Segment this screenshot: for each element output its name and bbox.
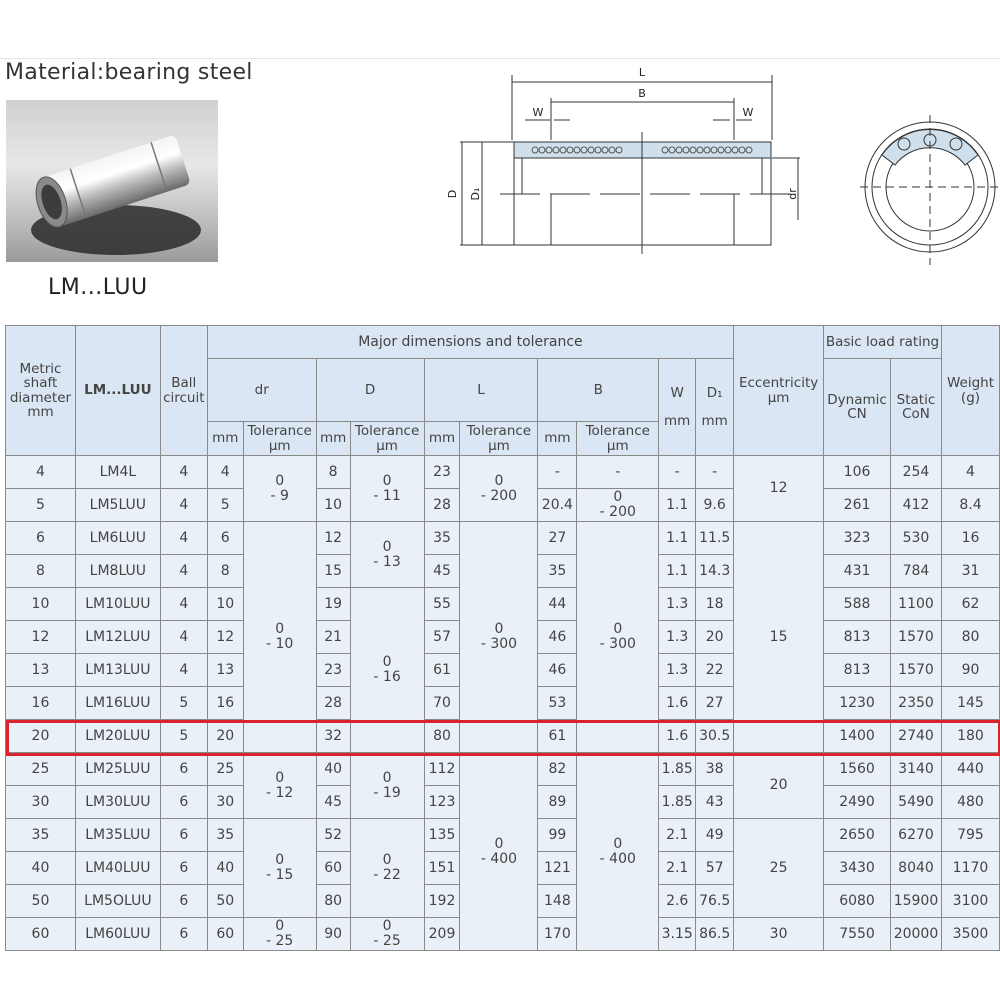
cell-L-tolerance: 0 - 400 [460, 753, 538, 951]
cell-weight: 90 [941, 654, 999, 687]
cell-B-tolerance: 0 - 400 [577, 753, 659, 951]
cell-W: 2.6 [659, 885, 696, 918]
cell-W: 1.1 [659, 522, 696, 555]
cell-weight: 180 [941, 720, 999, 753]
cell-dr: 13 [207, 654, 243, 687]
cell-W: 1.6 [659, 720, 696, 753]
cell-L-tolerance: 0 - 200 [460, 456, 538, 522]
cell-L: 35 [424, 522, 460, 555]
cell-model: LM12LUU [75, 621, 160, 654]
cell-W: 1.6 [659, 687, 696, 720]
cell-L-tolerance: 0 - 300 [460, 522, 538, 753]
header-dynamic: Dynamic CN [824, 359, 891, 456]
cell-ball-circuit: 6 [160, 786, 207, 819]
header-W: W mm [659, 359, 696, 456]
cell-dynamic-load: 431 [824, 555, 891, 588]
header-dr-mm: mm [207, 422, 243, 456]
header-model: LM...LUU [75, 326, 160, 456]
cell-L: 45 [424, 555, 460, 588]
cell-eccentricity: 12 [734, 456, 824, 522]
cell-ball-circuit: 4 [160, 489, 207, 522]
header-B: B [538, 359, 659, 422]
cell-ball-circuit: 6 [160, 852, 207, 885]
cell-static-load: 1570 [891, 654, 942, 687]
cell-B: 53 [538, 687, 577, 720]
cell-static-load: 2740 [891, 720, 942, 753]
cell-B: 89 [538, 786, 577, 819]
cell-static-load: 5490 [891, 786, 942, 819]
cell-model: LM40LUU [75, 852, 160, 885]
cell-static-load: 8040 [891, 852, 942, 885]
dimension-table [5, 325, 1000, 951]
cell-static-load: 15900 [891, 885, 942, 918]
dim-W-right-label: W [742, 106, 754, 119]
cell-L: 80 [424, 720, 460, 753]
cell-dr: 35 [207, 819, 243, 852]
header-L: L [424, 359, 538, 422]
cell-D1: - [696, 456, 734, 489]
cell-D: 12 [316, 522, 350, 555]
cell-dr-tolerance: 0 - 12 [243, 753, 316, 819]
cell-L: 135 [424, 819, 460, 852]
cell-model: LM20LUU [75, 720, 160, 753]
cell-shaft: 12 [6, 621, 76, 654]
cell-dynamic-load: 813 [824, 621, 891, 654]
cell-weight: 8.4 [941, 489, 999, 522]
cell-W: 1.1 [659, 489, 696, 522]
table-row [6, 456, 1000, 489]
cell-D1: 49 [696, 819, 734, 852]
cell-weight: 3500 [941, 918, 999, 951]
cell-D1: 43 [696, 786, 734, 819]
cell-dynamic-load: 261 [824, 489, 891, 522]
cell-weight: 440 [941, 753, 999, 786]
cell-weight: 145 [941, 687, 999, 720]
cell-L: 23 [424, 456, 460, 489]
cell-model: LM8LUU [75, 555, 160, 588]
cell-shaft: 4 [6, 456, 76, 489]
cell-static-load: 412 [891, 489, 942, 522]
cell-B: 61 [538, 720, 577, 753]
cell-eccentricity: 30 [734, 918, 824, 951]
cell-dynamic-load: 1560 [824, 753, 891, 786]
cell-dynamic-load: 323 [824, 522, 891, 555]
header-load-rating: Basic load rating [824, 326, 942, 359]
cell-L: 61 [424, 654, 460, 687]
header-dr-tolerance: Tolerance µm [243, 422, 316, 456]
cell-weight: 31 [941, 555, 999, 588]
cell-static-load: 254 [891, 456, 942, 489]
cell-model: LM10LUU [75, 588, 160, 621]
cell-W: 1.1 [659, 555, 696, 588]
header-eccentricity: Eccentricity µm [734, 326, 824, 456]
cell-D: 10 [316, 489, 350, 522]
cell-D: 52 [316, 819, 350, 852]
cell-shaft: 5 [6, 489, 76, 522]
cell-static-load: 784 [891, 555, 942, 588]
cell-B-tolerance: - [577, 456, 659, 489]
cell-D-tolerance: 0 - 25 [350, 918, 424, 951]
cell-dynamic-load: 2650 [824, 819, 891, 852]
cell-shaft: 60 [6, 918, 76, 951]
cell-W: 3.15 [659, 918, 696, 951]
cell-static-load: 1100 [891, 588, 942, 621]
dim-L-label: L [638, 66, 646, 79]
cell-D: 23 [316, 654, 350, 687]
cell-B: 46 [538, 621, 577, 654]
cell-ball-circuit: 4 [160, 621, 207, 654]
table-row [6, 753, 1000, 786]
cell-ball-circuit: 6 [160, 753, 207, 786]
cell-B: - [538, 456, 577, 489]
cell-shaft: 40 [6, 852, 76, 885]
table-row [6, 522, 1000, 555]
top-divider [0, 58, 1000, 59]
cell-static-load: 530 [891, 522, 942, 555]
cell-shaft: 50 [6, 885, 76, 918]
dim-W-left-label: W [532, 106, 544, 119]
cell-dr: 8 [207, 555, 243, 588]
linear-bearing-image [6, 100, 218, 262]
cell-dr: 12 [207, 621, 243, 654]
cell-dr: 40 [207, 852, 243, 885]
cell-D1: 9.6 [696, 489, 734, 522]
cell-B-tolerance: 0 - 200 [577, 489, 659, 522]
cell-L: 192 [424, 885, 460, 918]
header-L-mm: mm [424, 422, 460, 456]
header-shaft: Metric shaft diameter mm [6, 326, 76, 456]
cell-ball-circuit: 6 [160, 918, 207, 951]
cell-D: 8 [316, 456, 350, 489]
cell-model: LM16LUU [75, 687, 160, 720]
cell-weight: 1170 [941, 852, 999, 885]
cell-L: 55 [424, 588, 460, 621]
cell-model: LM35LUU [75, 819, 160, 852]
cell-weight: 480 [941, 786, 999, 819]
cell-D1: 20 [696, 621, 734, 654]
material-label: Material:bearing steel [5, 60, 253, 85]
cell-weight: 4 [941, 456, 999, 489]
header-B-tolerance: Tolerance µm [577, 422, 659, 456]
cell-dr: 20 [207, 720, 243, 753]
cell-dynamic-load: 1400 [824, 720, 891, 753]
cell-static-load: 3140 [891, 753, 942, 786]
cell-W: 1.3 [659, 654, 696, 687]
cell-dynamic-load: 588 [824, 588, 891, 621]
cell-B: 27 [538, 522, 577, 555]
cell-L: 209 [424, 918, 460, 951]
cell-D1: 18 [696, 588, 734, 621]
cell-dynamic-load: 2490 [824, 786, 891, 819]
cell-ball-circuit: 5 [160, 720, 207, 753]
cell-model: LM60LUU [75, 918, 160, 951]
cell-D1: 86.5 [696, 918, 734, 951]
cell-eccentricity: 15 [734, 522, 824, 753]
cell-dr: 25 [207, 753, 243, 786]
cell-static-load: 6270 [891, 819, 942, 852]
header-static: Static CoN [891, 359, 942, 456]
dim-dr-label: dr [786, 188, 799, 200]
cell-model: LM5LUU [75, 489, 160, 522]
cell-weight: 62 [941, 588, 999, 621]
cell-model: LM13LUU [75, 654, 160, 687]
cell-dr: 16 [207, 687, 243, 720]
cell-W: 1.3 [659, 621, 696, 654]
cell-dynamic-load: 106 [824, 456, 891, 489]
cell-shaft: 10 [6, 588, 76, 621]
cell-B: 121 [538, 852, 577, 885]
dim-B-label: B [638, 87, 646, 100]
cell-shaft: 30 [6, 786, 76, 819]
cell-dynamic-load: 6080 [824, 885, 891, 918]
cell-dr: 30 [207, 786, 243, 819]
cell-D: 40 [316, 753, 350, 786]
cell-L: 112 [424, 753, 460, 786]
cell-D-tolerance: 0 - 19 [350, 753, 424, 819]
cell-D: 80 [316, 885, 350, 918]
cell-shaft: 25 [6, 753, 76, 786]
cell-dr: 10 [207, 588, 243, 621]
cell-D-tolerance: 0 - 22 [350, 819, 424, 918]
cell-B: 82 [538, 753, 577, 786]
cell-ball-circuit: 4 [160, 555, 207, 588]
cell-B: 35 [538, 555, 577, 588]
cell-B-tolerance: 0 - 300 [577, 522, 659, 753]
cell-L: 151 [424, 852, 460, 885]
cell-B: 46 [538, 654, 577, 687]
cell-dr: 60 [207, 918, 243, 951]
cell-D1: 27 [696, 687, 734, 720]
cell-D-tolerance: 0 - 11 [350, 456, 424, 522]
cell-D: 32 [316, 720, 350, 753]
header-D1: D₁ mm [696, 359, 734, 456]
cell-D1: 30.5 [696, 720, 734, 753]
cell-shaft: 35 [6, 819, 76, 852]
cell-L: 57 [424, 621, 460, 654]
dim-D-label: D [446, 189, 459, 199]
cell-weight: 795 [941, 819, 999, 852]
cell-B: 20.4 [538, 489, 577, 522]
cell-ball-circuit: 4 [160, 654, 207, 687]
cell-W: 1.3 [659, 588, 696, 621]
cell-model: LM25LUU [75, 753, 160, 786]
cell-shaft: 16 [6, 687, 76, 720]
cell-dr-tolerance: 0 - 10 [243, 522, 316, 753]
header-major-dimensions: Major dimensions and tolerance [207, 326, 733, 359]
cell-D: 90 [316, 918, 350, 951]
cell-eccentricity: 25 [734, 819, 824, 918]
cell-ball-circuit: 4 [160, 588, 207, 621]
cell-D: 45 [316, 786, 350, 819]
cell-shaft: 20 [6, 720, 76, 753]
cell-ball-circuit: 6 [160, 885, 207, 918]
header-D-mm: mm [316, 422, 350, 456]
cell-D: 28 [316, 687, 350, 720]
cell-D-tolerance: 0 - 16 [350, 588, 424, 753]
cell-dynamic-load: 3430 [824, 852, 891, 885]
cell-W: 1.85 [659, 786, 696, 819]
cell-weight: 80 [941, 621, 999, 654]
model-caption: LM...LUU [48, 275, 148, 300]
cell-D1: 57 [696, 852, 734, 885]
cell-dr: 5 [207, 489, 243, 522]
cell-D: 21 [316, 621, 350, 654]
cell-L: 70 [424, 687, 460, 720]
cell-D1: 22 [696, 654, 734, 687]
dim-D1-label: D₁ [469, 187, 482, 201]
cell-ball-circuit: 4 [160, 456, 207, 489]
cell-D1: 38 [696, 753, 734, 786]
cell-B: 148 [538, 885, 577, 918]
cell-W: 2.1 [659, 852, 696, 885]
cell-eccentricity: 20 [734, 753, 824, 819]
header-D: D [316, 359, 424, 422]
cell-dynamic-load: 7550 [824, 918, 891, 951]
cell-B: 170 [538, 918, 577, 951]
cell-L: 123 [424, 786, 460, 819]
cell-shaft: 6 [6, 522, 76, 555]
cell-dr-tolerance: 0 - 15 [243, 819, 316, 918]
cell-D1: 11.5 [696, 522, 734, 555]
cell-W: 1.85 [659, 753, 696, 786]
cell-model: LM30LUU [75, 786, 160, 819]
header-D-tolerance: Tolerance µm [350, 422, 424, 456]
cell-D: 15 [316, 555, 350, 588]
cell-dr: 6 [207, 522, 243, 555]
cell-W: 2.1 [659, 819, 696, 852]
bearing-dimension-diagram [430, 60, 1000, 280]
cell-weight: 16 [941, 522, 999, 555]
cell-ball-circuit: 4 [160, 522, 207, 555]
cell-D1: 76.5 [696, 885, 734, 918]
cell-D-tolerance: 0 - 13 [350, 522, 424, 588]
cell-B: 44 [538, 588, 577, 621]
cell-shaft: 8 [6, 555, 76, 588]
cell-model: LM6LUU [75, 522, 160, 555]
header-weight: Weight (g) [941, 326, 999, 456]
header-B-mm: mm [538, 422, 577, 456]
cell-static-load: 20000 [891, 918, 942, 951]
cell-dynamic-load: 813 [824, 654, 891, 687]
cell-dr: 50 [207, 885, 243, 918]
cell-D1: 14.3 [696, 555, 734, 588]
cell-dr-tolerance: 0 - 9 [243, 456, 316, 522]
cell-dynamic-load: 1230 [824, 687, 891, 720]
cell-ball-circuit: 5 [160, 687, 207, 720]
cell-model: LM5OLUU [75, 885, 160, 918]
cell-model: LM4L [75, 456, 160, 489]
cell-W: - [659, 456, 696, 489]
header-L-tolerance: Tolerance µm [460, 422, 538, 456]
cell-L: 28 [424, 489, 460, 522]
cell-B: 99 [538, 819, 577, 852]
product-photo [6, 100, 218, 262]
cell-ball-circuit: 6 [160, 819, 207, 852]
cell-static-load: 1570 [891, 621, 942, 654]
cell-D: 19 [316, 588, 350, 621]
cell-dr-tolerance: 0 - 25 [243, 918, 316, 951]
cell-dr: 4 [207, 456, 243, 489]
cell-D: 60 [316, 852, 350, 885]
header-ball-circuit: Ball circuit [160, 326, 207, 456]
cell-weight: 3100 [941, 885, 999, 918]
cell-static-load: 2350 [891, 687, 942, 720]
cell-shaft: 13 [6, 654, 76, 687]
header-dr: dr [207, 359, 316, 422]
